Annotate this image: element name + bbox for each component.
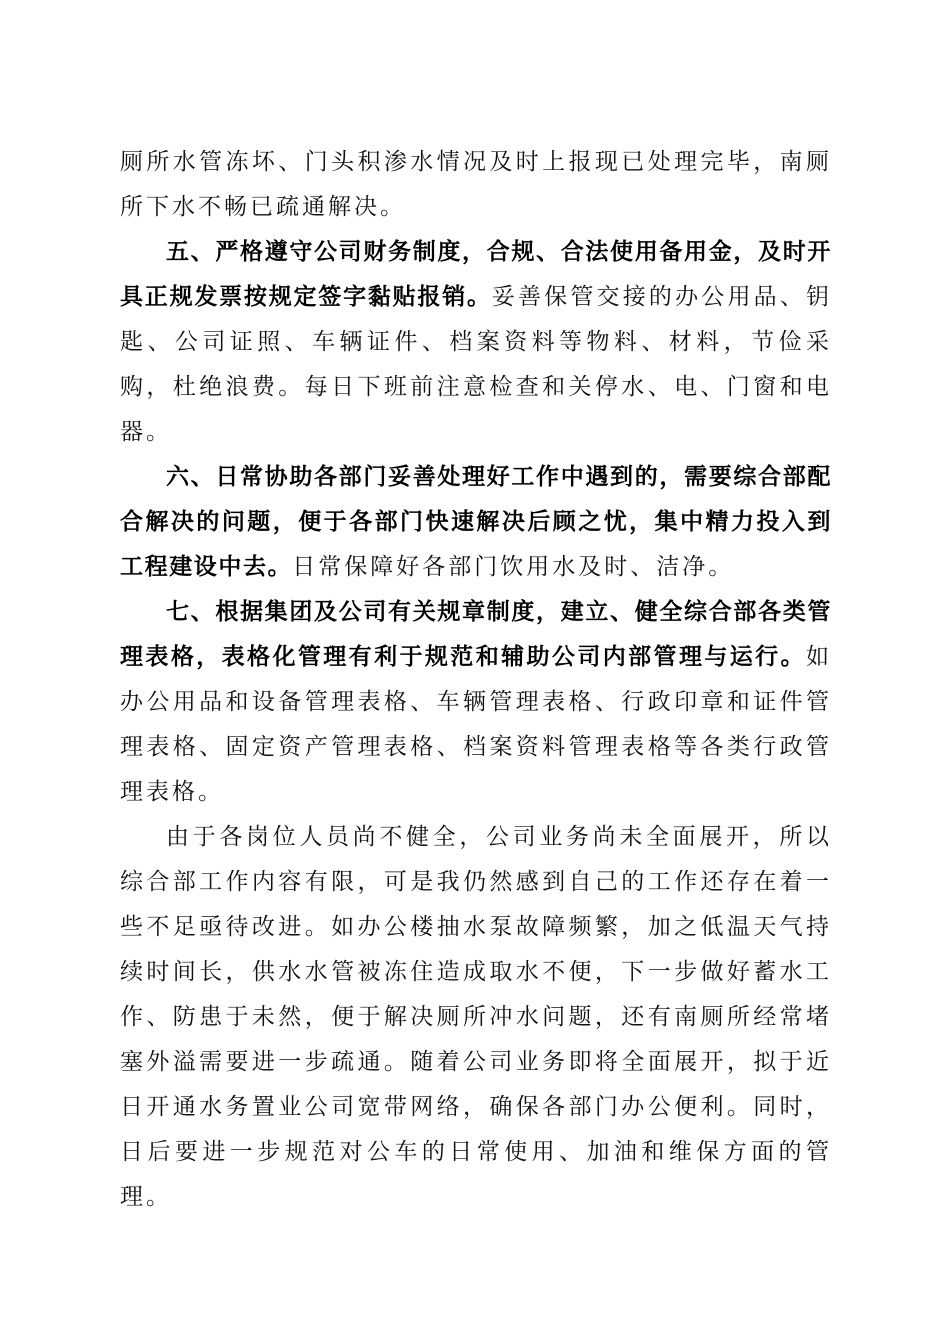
paragraph-summary xyxy=(120,815,832,1220)
paragraph-text: 由于各岗位人员尚不健全，公司业务尚未全面展开，所以综合部工作内容有限，可是我仍然感到自己的工作还存在着一些不足亟待改进。如办公楼抽水泵故障频繁，加之低温天气持续时间长，供水水管被冻住造成取水不便，下一步做好蓄水工作、防患于未然，便于解决厕所冲水问题，还有南厕所经常堵塞外溢需要进一步疏通。随着公司业务即将全面展开，拟于近日开通水务置业公司宽带网络，确保各部门办公便利。同时，日后要进一步规范对公车的日常使用、加油和维保方面的管理。 xyxy=(120,824,832,1210)
paragraph-item-6 xyxy=(120,455,832,590)
paragraph-text: 厕所水管冻坏、门头积渗水情况及时上报现已处理完毕，南厕所下水不畅已疏通解决。 xyxy=(120,149,832,220)
paragraph-lead: 六、日常协助各部门妥善处理好工作中遇到的，需要综合部配合解决的问题，便于各部门快速解决后顾之忧，集中精力投入到工程建设中去。 xyxy=(120,464,832,580)
document-body xyxy=(120,140,832,1220)
paragraph-text: 如办公用品和设备管理表格、车辆管理表格、行政印章和证件管理表格、固定资产管理表格、档案资料管理表格等各类行政管理表格。 xyxy=(120,644,832,805)
paragraph-text: 日常保障好各部门饮用水及时、洁净。 xyxy=(292,554,735,580)
paragraph-lead: 五、严格遵守公司财务制度，合规、合法使用备用金，及时开具正规发票按规定签字黏贴报销。 xyxy=(120,239,832,310)
paragraph-text: 妥善保管交接的办公用品、钥匙、公司证照、车辆证件、档案资料等物料、材料，节俭采购，杜绝浪费。每日下班前注意检查和关停水、电、门窗和电器。 xyxy=(120,284,833,445)
paragraph-continuation xyxy=(120,140,832,230)
paragraph-lead: 七、根据集团及公司有关规章制度，建立、健全综合部各类管理表格，表格化管理有利于规范和辅助公司内部管理与运行。 xyxy=(120,599,832,670)
paragraph-item-7 xyxy=(120,590,832,815)
paragraph-item-5 xyxy=(120,230,832,455)
